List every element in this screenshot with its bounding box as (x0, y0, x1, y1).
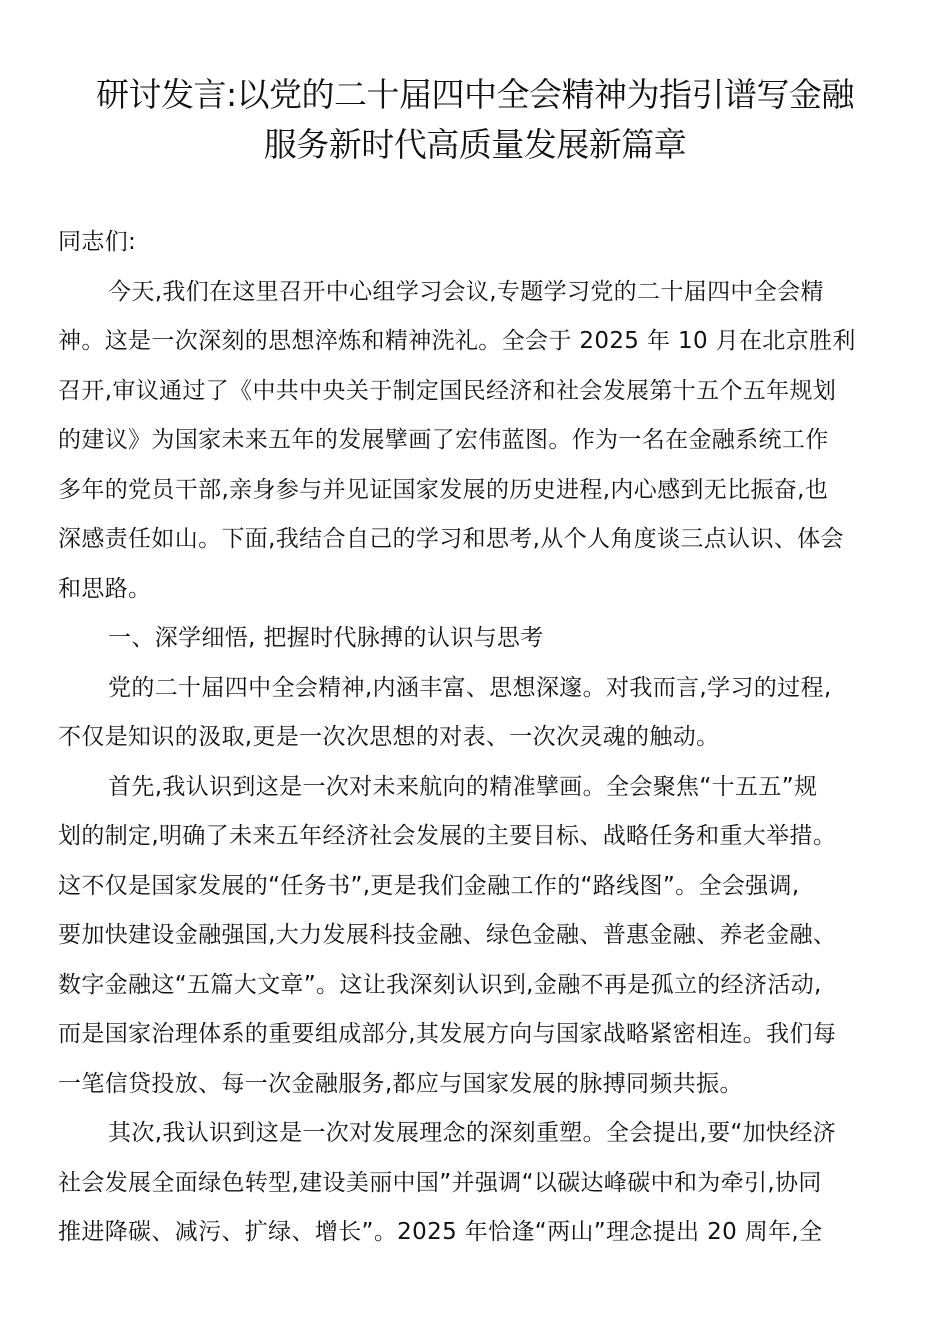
paragraph-line: 首先,我认识到这是一次对未来航向的精准擘画。全会聚焦“十五五”规 (108, 773, 818, 800)
paragraph-line: 多年的党员干部,亲身参与并见证国家发展的历史进程,内心感到无比振奋,也 (58, 476, 829, 503)
paragraph-line: 一笔信贷投放、每一次金融服务,都应与国家发展的脉搏同频共振。 (58, 1070, 743, 1097)
paragraph-line: 这不仅是国家发展的“任务书”,更是我们金融工作的“路线图”。全会强调, (58, 872, 800, 899)
paragraph-line: 召开,审议通过了《中共中央关于制定国民经济和社会发展第十五个五年规划 (58, 377, 837, 404)
paragraph-line: 神。这是一次深刻的思想淬炼和精神洗礼。全会于 2025 年 10 月在北京胜利 (58, 328, 856, 354)
paragraph-line: 的建议》为国家未来五年的发展擘画了宏伟蓝图。作为一名在金融系统工作 (58, 427, 829, 453)
paragraph-line: 数字金融这“五篇大文章”。这让我深刻认识到,金融不再是孤立的经济活动, (58, 971, 822, 998)
paragraph-line: 推进降碳、减污、扩绿、增长”。2025 年恰逢“两山”理念提出 20 周年,全 (58, 1219, 823, 1245)
paragraph-line: 划的制定,明确了未来五年经济社会发展的主要目标、战略任务和重大举措。 (58, 823, 837, 849)
paragraph-line: 和思路。 (58, 575, 152, 602)
title-line: 服务新时代高质量发展新篇章 (263, 125, 687, 164)
section-heading: 一、深学细悟, 把握时代脉搏的认识与思考 (108, 625, 544, 651)
paragraph-line: 社会发展全面绿色转型,建设美丽中国”并强调“以碳达峰碳中和为牵引,协同 (58, 1169, 822, 1196)
paragraph-line: 而是国家治理体系的重要组成部分,其发展方向与国家战略紧密相连。我们每 (58, 1021, 837, 1047)
title-line: 研讨发言:以党的二十届四中全会精神为指引谱写金融 (95, 75, 855, 114)
document-body (58, 222, 898, 1262)
paragraph-line: 要加快建设金融强国,大力发展科技金融、绿色金融、普惠金融、养老金融、 (58, 922, 837, 948)
paragraph-line: 不仅是知识的汲取,更是一次次思想的对表、一次次灵魂的触动。 (58, 724, 720, 750)
salutation: 同志们: (58, 229, 137, 255)
paragraph-line: 党的二十届四中全会精神,内涵丰富、思想深邃。对我而言,学习的过程, (108, 674, 832, 701)
document-title (40, 70, 910, 170)
paragraph-line: 深感责任如山。下面,我结合自己的学习和思考,从个人角度谈三点认识、体会 (58, 526, 844, 552)
paragraph-line: 今天,我们在这里召开中心组学习会议,专题学习党的二十届四中全会精 (108, 278, 824, 305)
paragraph-line: 其次,我认识到这是一次对发展理念的深刻重塑。全会提出,要“加快经济 (108, 1120, 837, 1146)
